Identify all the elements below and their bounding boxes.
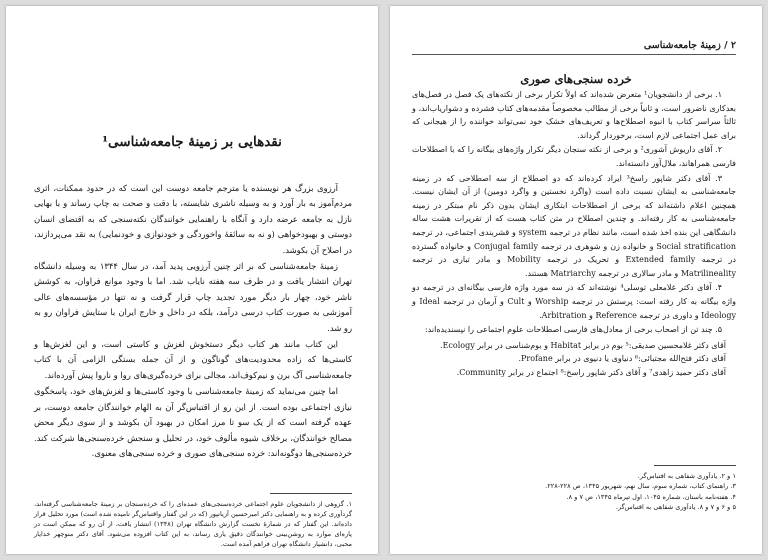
paragraph: ۱. برخی از دانشجویان¹ متعرض شده‌اند که اولاً تکرار برخی از نکته‌های یک فصل در فصل‌های بعدکاری ناضرور است، و ثانیاً برخی از مطالب مخصوصاً مقدمه‌های کتاب فشرده و دشوار‌یاب‌اند، و ثالثاً سراسر کتاب با انبوه اصطلاح‌ها و تعریف‌های خشک خود نمی‌تواند خواننده را از هیجانی که برای عمل اجتماعی لازم است، برخوردار گرداند. (412, 90, 736, 140)
paragraph: اما چنین می‌نماید که زمینهٔ جامعه‌شناسی با وجود کاستی‌ها و لغزش‌های خود، پاسخگوی نیازی اجتماعی بوده است. از این رو از اقتباس‌گر آن به الهام خوانندگان جامعه دوست، بر عهده گرفته است که از یک سو تا مرز امکان در بهبود آن بکوشد و از سوی دیگر محض مصالح خوانندگان، برخلاف شیوه مألوف خود، در تحلیل و سنجش خرده‌سنجی‌ها شرکت کند. خرده‌سنجی‌ها دوگونه‌اند: خرده سنجی‌های صوری و خرده سنجی‌های معنوی. (34, 386, 352, 458)
paragraph: این کتاب مانند هر کتاب دیگر دستخوش لغزش و کاستی است، و این لغزش‌ها و کاستی‌ها که زاده محدودیت‌های گوناگون و از آن جمله بستگی الزامی آن با کتاب جامعه‌شناسی آگ برن و نیم‌کوف‌اند، مجالی برای خرده‌گیری‌های روا و ناروا پیش آورده‌اند. (34, 339, 352, 380)
paragraph: ۵. چند تن از اصحاب برخی از معادل‌های فارسی اصطلاحات علوم اجتماعی را نپسندیده‌اند: (424, 325, 722, 335)
footnote: ۴. هفته‌نامه باستان، شماره ۱۰۴۵، اول تیرماه ۱۳۴۵، ص ۷ و ۸. (566, 492, 736, 501)
list-item: آقای دکتر حمید زاهدی⁷ و آقای دکتر شاپور راسخ:⁸ اجتماع در برابر Community. (456, 367, 726, 377)
paragraph: ۳. آقای دکتر شاپور راسخ³ ایراد کرده‌اند که دو اصطلاح از سه اصطلاحی که در زمینه جامعه‌شناسی به ایشان نسبت داده است (واگرد نخستین و واگرد دومین) از آن ایشان نیست. همچنین اعلام داشته‌اند که برخی از اصطلاحات ابتکاری ایشان بدون ذکر نام مبتکر در زمینه جامعه‌شناسی به کار رفته‌اند. و چندین اصطلاح در متن کتاب هست که از تقریرات هشت ساله دانشگاهی این بنده اخذ شده است، مانند نظام در ترجمه system و قشربندی اجتماعی، در ترجمه Social stratification و خانواده زن و شوهری در ترجمه Conjugal family و خانواده گسترده در ترجمه Extended family و تحریک در ترجمه Mobility و مادر تباری در ترجمه Matrilineality و مادر سالاری در ترجمه Matriarchy هستند. (412, 173, 736, 278)
list-item: آقای دکتر فتح‌الله مجتبائی:⁶ دنیاوی یا دنیوی در برابر Profane. (518, 354, 726, 364)
footnote-rule (270, 493, 352, 494)
paragraph: ۲. آقای داریوش آشوری² و برخی از نکته سنجان دیگر تکرار واژه‌های بیگانه را که با اصطلاحات فارسی همراهاند، ملال‌آور دانسته‌اند. (412, 145, 736, 168)
footnotes (412, 471, 736, 513)
footnote: ۱. گزوهی از دانشجویان علوم اجتماعی خرده‌سنجی‌های عمده‌ای را که خرده‌سنجان بر زمینهٔ جامعه‌شناسی گرفته‌اند، گردآوری کرده و به راهنمایی دکتر امیرحسین آریانپور (که در این گفتار واقتباس‌گر نامیده شده است) مورد تحلیل قرار داده‌اند. این گفتار که در شمارهٔ نخست گزارش دانشگاه تهران (۱۳۴۸) انتشار یافت، از آن رو که ممکن است در پاره‌ای موارد به روشن‌بینی خوانندگان دقیق یاری رساند، به این کتاب افزوده می‌شود. آقای دکتر منوچهر خدایار محبی، دانشیار دانشگاه تهران فراهم آمده است. (34, 500, 352, 548)
list-item: آقای دکتر غلامحسین صدیقی:⁵ بوم در برابر Habitat و بوم‌شناسی در برابر Ecology. (440, 340, 726, 350)
right-page (390, 6, 762, 554)
book-spread (6, 6, 762, 554)
chapter-title: نقدهایی بر زمینهٔ جامعه‌شناسی¹ (102, 134, 282, 150)
footnote: ۵ و ۶ و ۷ و ۸. یادآوری شفاهی به اقتباس‌گر. (615, 503, 736, 512)
paragraph: زمینهٔ جامعه‌شناسی که بر اثر چنین آرزویی پدید آمد، در سال ۱۳۴۴ به وسیله دانشگاه تهران انتشار یافت و در ظرف سه هفته نایاب شد. اما با وجود موانع فراوان، به کوشش ناشر خود، چهار بار دیگر مورد تجدید چاپ قرار گرفت و نه تنها در مؤسسه‌های عالی آموزشی به صورت کتاب درسی درآمد، بلکه در داخل و خارج ایران با ستایش فراوان رو به رو شد. (34, 261, 352, 333)
right-page-body (412, 88, 736, 379)
section-title: خرده سنجی‌های صوری (520, 72, 632, 86)
footnote: ۳. راهنمای کتاب، شماره سوم، سال نهم، شهریور ۱۳۴۵، ص ۲۲۸-۲۲۸. (545, 482, 736, 491)
paragraph: آرزوی بزرگ هر نویسنده یا مترجم جامعه دوست این است که در حدود ممکنات، اثری مردم‌آموز به بار آورد و به وسیله ناشری شایسته، با دقت و صحت به چاپ رساند و با بهایی نازل به جامعه عرضه دارد و آنگاه با راهنمایی خوانندگان نکته‌سنجی که به اقتضای انسان دوستی و بهبودخواهی (و نه به سائقهٔ واخوردگی و خودنوازی و خودنمایی) به نقد می‌پردازند، در اصلاح آن بکوشد. (34, 183, 352, 255)
critic-list (412, 339, 736, 380)
paragraph: ۴. آقای دکتر غلامعلی توسلی⁴ نوشته‌اند که در سه مورد واژه فارسی بیگانه‌ای در ترجمه دو واژه بیگانه به کار رفته است: پرستش در ترجمه Worship و Cult و آرمان در ترجمه Ideal و Ideology و داوری در ترجمه Reference و Arbitration. (412, 283, 737, 320)
left-page (6, 6, 378, 554)
left-page-body (34, 181, 352, 462)
running-header: ۲ / زمینهٔ جامعه‌شناسی (412, 40, 736, 55)
footnote: ۱ و ۲. یادآوری شفاهی به اقتباس‌گر. (637, 472, 736, 480)
footnote-rule (654, 465, 736, 466)
